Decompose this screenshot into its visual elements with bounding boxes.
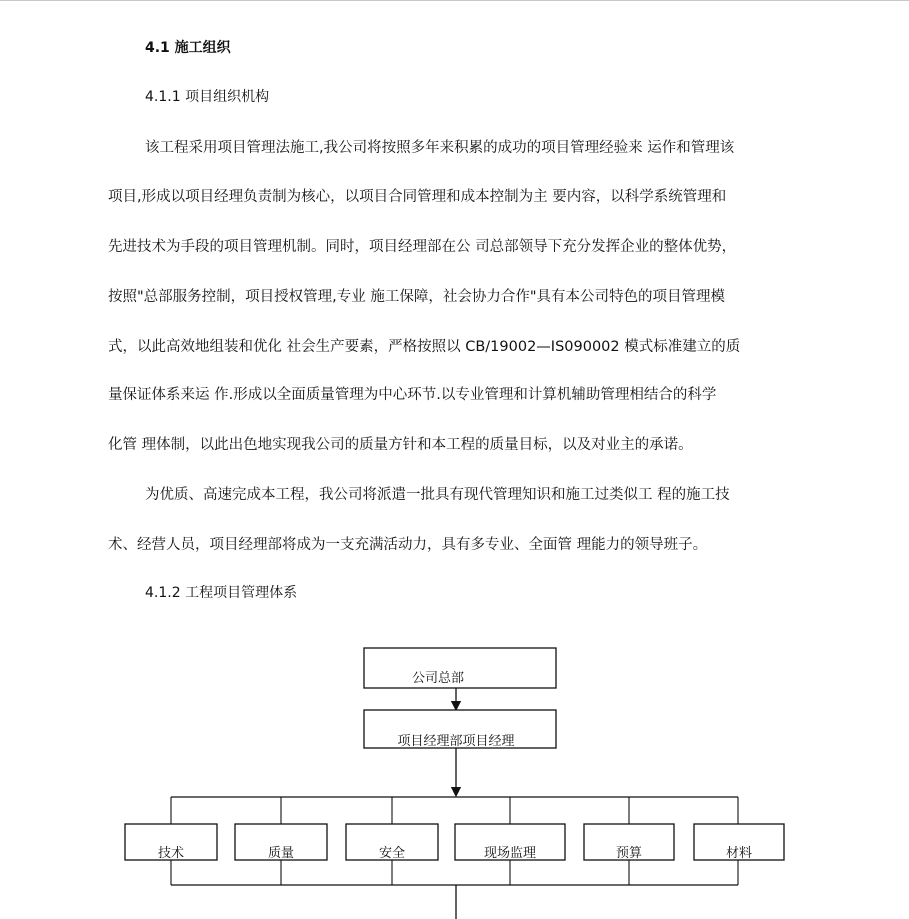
paragraph-1-line-4: 按照"总部服务控制，项目授权管理,专业 施工保障，社会协力合作"具有本公司特色的项目管理模 xyxy=(108,289,726,305)
org-label-budget: 预算 xyxy=(615,846,643,861)
subsection-title-org: 4.1.1 项目组织机构 xyxy=(145,89,270,105)
paragraph-1-line-1: 该工程采用项目管理法施工,我公司将按照多年来积累的成功的项目管理经验来 运作和管理该 xyxy=(145,140,735,156)
org-label-company-hq: 公司总部 xyxy=(411,671,465,686)
section-title: 4.1 施工组织 xyxy=(145,40,231,56)
org-label-site-supervision: 现场监理 xyxy=(483,846,537,861)
subsection-title-system: 4.1.2 工程项目管理体系 xyxy=(145,585,298,601)
paragraph-1-line-3: 先进技术为手段的项目管理机制。同时，项目经理部在公 司总部领导下充分发挥企业的整体优势， xyxy=(108,239,737,255)
org-label-materials: 材料 xyxy=(725,846,753,861)
paragraph-1-line-2: 项目,形成以项目经理负责制为核心，以项目合同管理和成本控制为主 要内容，以科学系统管理和 xyxy=(108,189,727,205)
org-label-project-department: 项目经理部项目经理 xyxy=(397,734,515,749)
paragraph-1-line-7: 化管 理体制，以此出色地实现我公司的质量方针和本工程的质量目标，以及对业主的承诺。 xyxy=(108,437,693,453)
paragraph-2-line-2: 术、经营人员，项目经理部将成为一支充满活动力，具有多专业、全面管 理能力的领导班子。 xyxy=(108,537,708,553)
org-label-tech: 技术 xyxy=(157,846,185,861)
paragraph-2-line-1: 为优质、高速完成本工程，我公司将派遣一批具有现代管理知识和施工过类似工 程的施工技 xyxy=(145,487,730,503)
paragraph-1-line-5: 式，以此高效地组装和优化 社会生产要素，严格按照以 CB/19002—IS090002 模式标准建立的质 xyxy=(108,339,741,355)
paragraph-1-line-6: 量保证体系来运 作.形成以全面质量管理为中心环节.以专业管理和计算机辅助管理相结合的科学 xyxy=(108,387,717,403)
org-label-safety: 安全 xyxy=(378,846,406,861)
org-label-quality: 质量 xyxy=(267,846,295,861)
